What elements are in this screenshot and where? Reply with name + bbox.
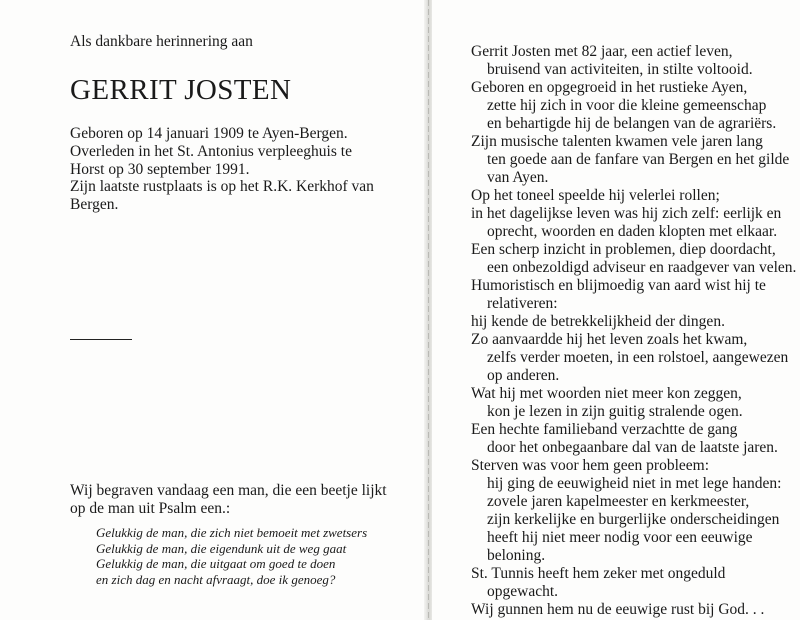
poem-line: kon je lezen in zijn guitig stralende ogen.: [487, 403, 743, 420]
poem-line: op anderen.: [487, 367, 560, 384]
poem-line: beloning.: [487, 547, 546, 564]
poem-line: relativeren:: [487, 295, 558, 312]
poem-line: Een scherp inzicht in problemen, diep doordacht,: [471, 241, 776, 258]
psalm-intro-line: op de man uit Psalm een.:: [70, 500, 231, 517]
poem-line: Humoristisch en blijmoedig van aard wist hij te: [471, 277, 766, 294]
poem-line: Gerrit Josten met 82 jaar, een actief leven,: [471, 43, 733, 60]
intro-text: Als dankbare herinnering aan: [70, 33, 253, 50]
poem-line: heeft hij niet meer nodig voor een eeuwige: [487, 529, 753, 546]
poem-line: zelfs verder moeten, in een rolstoel, aangewezen: [487, 349, 789, 366]
divider-line: [70, 339, 132, 340]
poem-line: Sterven was voor hem geen probleem:: [471, 457, 710, 474]
poem-line: hij kende de betrekkelijkheid der dingen.: [471, 313, 725, 330]
psalm-line: en zich dag en nacht afvraagt, doe ik genoeg?: [96, 571, 336, 587]
psalm-quote: [96, 525, 367, 587]
poem-line: Wat hij met woorden niet meer kon zeggen,: [471, 385, 742, 402]
poem-line: Op het toneel speelde hij velerlei rollen;: [471, 187, 720, 204]
poem-line: bruisend van activiteiten, in stilte voltooid.: [487, 61, 753, 78]
poem-line: zovele jaren kapelmeester en kerkmeester,: [487, 493, 750, 510]
poem-line: door het onbegaanbare dal van de laatste jaren.: [487, 439, 778, 456]
details-line: Overleden in het St. Antonius verpleeghuis te: [70, 142, 352, 160]
poem-line: in het dagelijkse leven was hij zich zelf: eerlijk en: [471, 205, 782, 222]
fold-crease: [428, 0, 429, 620]
poem-line: en behartigde hij de belangen van de agrariërs.: [487, 115, 777, 132]
poem-line: Zijn musische talenten kwamen vele jaren lang: [471, 133, 763, 150]
psalm-line: Gelukkig de man, die zich niet bemoeit met zwetsers: [96, 525, 368, 540]
details-line: Bergen.: [70, 196, 119, 214]
poem-line: Zo aanvaardde hij het leven zoals het kwam,: [471, 331, 748, 348]
poem-line: hij ging de eeuwigheid niet in met lege handen:: [487, 475, 782, 492]
details-line: Horst op 30 september 1991.: [70, 160, 250, 178]
poem-line: opgewacht.: [487, 583, 559, 600]
poem-line: zette hij zich in voor die kleine gemeenschap: [487, 97, 767, 114]
details-line: Geboren op 14 januari 1909 te Ayen-Bergen.: [70, 125, 348, 142]
deceased-name: GERRIT JOSTEN: [70, 74, 292, 106]
poem-line: Wij gunnen hem nu de eeuwige rust bij God. . .: [471, 601, 765, 618]
poem-line: oprecht, woorden en daden klopten met elkaar.: [487, 223, 778, 240]
memorial-poem: [471, 43, 796, 619]
life-details: [70, 125, 374, 214]
poem-line: Geboren en opgegroeid in het rustieke Ayen,: [471, 79, 748, 96]
psalm-intro-line: Wij begraven vandaag een man, die een beetje lijkt: [70, 482, 387, 499]
psalm-line: Gelukkig de man, die eigendunk uit de weg gaat: [96, 540, 347, 556]
details-line: Zijn laatste rustplaats is op het R.K. Kerkhof van: [70, 178, 374, 196]
poem-line: van Ayen.: [487, 169, 549, 186]
poem-line: St. Tunnis heeft hem zeker met ongeduld: [471, 565, 726, 582]
poem-line: een onbezoldigd adviseur en raadgever van velen.: [487, 259, 797, 276]
poem-line: ten goede aan de fanfare van Bergen en het gilde: [487, 151, 790, 168]
poem-line: Een hechte familieband verzachtte de gang: [471, 421, 738, 438]
psalm-intro: [70, 482, 387, 518]
poem-line: zijn kerkelijke en burgerlijke onderscheidingen: [487, 511, 780, 528]
psalm-line: Gelukkig de man, die uitgaat om goed te doen: [96, 556, 336, 572]
